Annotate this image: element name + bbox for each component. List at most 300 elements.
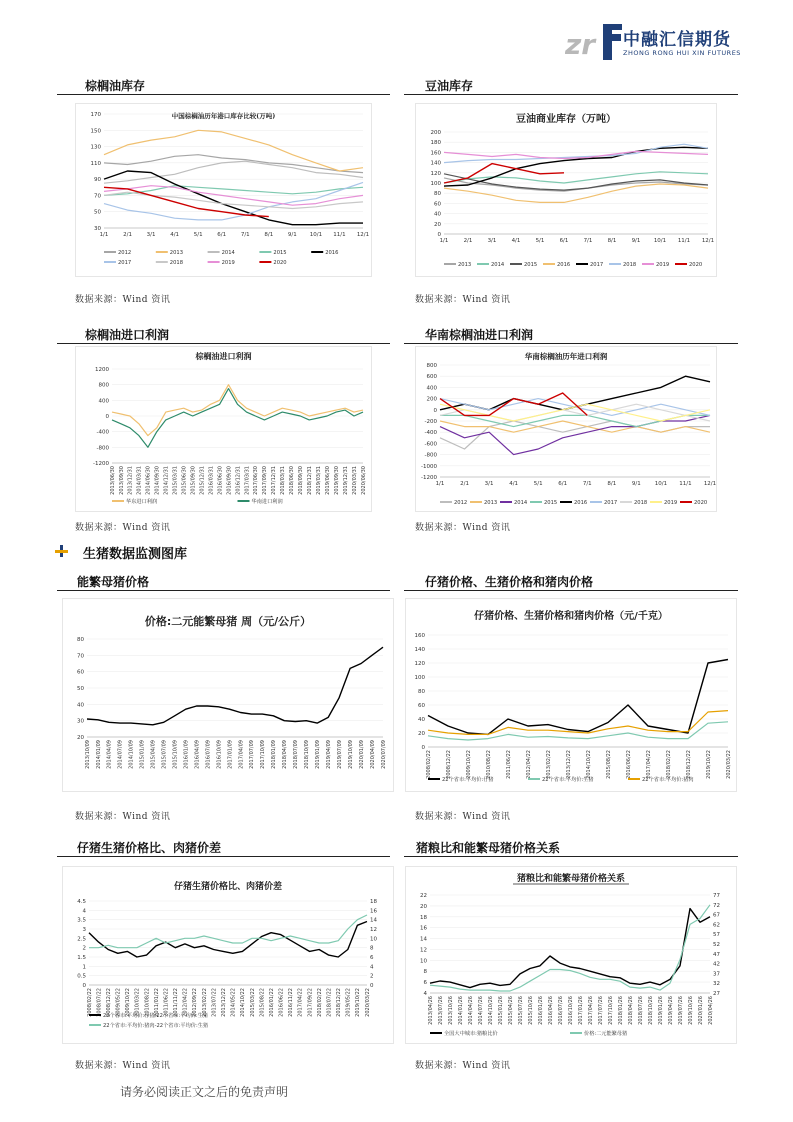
y-tick-label: 2.5 (77, 936, 86, 943)
x-tick-label: 3/1 (484, 481, 494, 487)
legend-label: 2014 (221, 250, 235, 256)
y-tick-label: 1 (82, 964, 86, 971)
x-tick-label: 2019/10/26 (687, 996, 694, 1025)
y-tick-label: 60 (77, 669, 84, 676)
x-tick-label: 2017/04/09 (238, 740, 245, 769)
chart-title: 棕榈油进口利润 (195, 352, 252, 361)
x-tick-label: 5/1 (535, 238, 545, 244)
x-tick-label: 2015/04/09 (150, 740, 157, 769)
section-title-hog-grain: 猪粮比和能繁母猪价格关系 (416, 841, 561, 855)
x-tick-label: 8/1 (607, 481, 617, 487)
x-tick-label: 2019/05/22 (345, 988, 352, 1017)
x-tick-label: 2018/03/31 (280, 466, 287, 495)
y-tick-label: 1200 (95, 367, 109, 373)
legend-label: 22个省市:平均价:猪肉 (642, 777, 694, 783)
x-tick-label: 2014/09/30 (154, 466, 161, 495)
x-tick-label: 2014/07/09 (117, 740, 124, 769)
legend-label: 2014 (491, 262, 505, 268)
x-tick-label: 2013/10/09 (84, 740, 91, 769)
legend-label: 22个省市:平均价:猪肉-22个省市:平均价:生猪 (103, 1023, 209, 1029)
y-tick-label: 400 (98, 398, 109, 405)
x-tick-label: 2016/01/22 (268, 988, 275, 1017)
x-tick-label: 2020/03/31 (351, 466, 358, 495)
x-tick-label: 2013/04/26 (427, 996, 434, 1025)
x-tick-label: 2018/07/22 (326, 988, 333, 1017)
y-tick-label: 0 (437, 232, 441, 238)
x-tick-label: 9/1 (631, 481, 641, 487)
y-tick-label: 60 (434, 201, 441, 208)
y-tick-label: 16 (420, 925, 427, 932)
x-tick-label: 2019/06/30 (324, 466, 331, 495)
y-tick-label: 400 (426, 385, 437, 392)
x-tick-label: 10/1 (653, 238, 667, 244)
y2-tick-label: 10 (370, 936, 377, 943)
x-tick-label: 2018/10/26 (647, 996, 654, 1025)
x-tick-label: 2018/04/09 (282, 740, 289, 769)
brand-name-cn: 中融汇信期货 (623, 30, 731, 50)
x-tick-label: 1/1 (439, 238, 449, 244)
x-tick-label: 2/1 (460, 481, 469, 487)
y2-tick-label: 0 (370, 983, 374, 989)
x-tick-label: 2018/12/22 (685, 750, 692, 779)
chart-panel (405, 598, 737, 792)
x-tick-label: 2013/12/22 (565, 750, 572, 779)
x-tick-label: 2014/01/09 (95, 740, 102, 769)
x-tick-label: 1/1 (435, 481, 445, 487)
x-tick-label: 2016/06/22 (278, 988, 285, 1017)
x-tick-label: 9/1 (631, 238, 641, 244)
x-tick-label: 2019/04/26 (667, 996, 674, 1025)
chart-soy-stock (416, 104, 716, 276)
y-tick-label: 140 (430, 160, 441, 167)
y2-tick-label: 32 (713, 981, 720, 988)
y-tick-label: -400 (424, 430, 437, 437)
brand-mark-icon (565, 22, 625, 62)
y-tick-label: 22 (420, 893, 427, 899)
x-tick-label: 6/1 (559, 238, 569, 244)
svg-text:zr: zr (565, 28, 596, 61)
legend-label: 22个省市:平均价:生猪 (542, 777, 594, 783)
y-tick-label: -1000 (421, 463, 437, 470)
x-tick-label: 9/1 (287, 232, 297, 238)
series-line-2018 (104, 192, 363, 208)
series-line-22个省市:平均价:仔猪 (428, 660, 728, 735)
x-tick-label: 2017/04/22 (645, 750, 652, 779)
chart-sow-price (63, 599, 393, 791)
legend-label: 2015 (273, 250, 287, 256)
divider (404, 590, 738, 591)
x-tick-label: 2018/07/26 (637, 996, 644, 1025)
x-tick-label: 2/1 (463, 238, 473, 244)
legend-label: 2016 (574, 500, 588, 506)
y-tick-label: 3 (82, 927, 86, 933)
x-tick-label: 2015/08/22 (259, 988, 266, 1017)
x-tick-label: 2017/07/09 (249, 740, 256, 769)
chart-title: 价格:二元能繁母猪 周（元/公斤） (144, 615, 312, 628)
section-title-sc-palm-profit: 华南棕榈油进口利润 (425, 328, 534, 342)
y-tick-label: 600 (426, 374, 437, 381)
x-tick-label: 2017/12/31 (271, 466, 278, 495)
y-tick-label: 40 (77, 702, 84, 709)
x-tick-label: 2008/02/22 (425, 750, 432, 779)
x-tick-label: 2014/10/09 (128, 740, 135, 769)
legend-label: 价格:二元能繁母猪 (584, 1031, 628, 1037)
x-tick-label: 4/1 (170, 232, 180, 238)
y-tick-label: -600 (424, 441, 437, 448)
legend-label: 2015 (524, 262, 538, 268)
series-line-2012 (104, 155, 363, 173)
x-tick-label: 2013/12/31 (127, 466, 134, 495)
x-tick-label: 2017/03/31 (244, 466, 251, 495)
series-line-2020 (104, 187, 269, 216)
y-tick-label: 60 (418, 703, 425, 709)
y-tick-label: 90 (94, 177, 101, 184)
x-tick-label: 2011/06/22 (505, 750, 512, 779)
x-tick-label: 2015/04/26 (507, 996, 514, 1025)
y-tick-label: 30 (94, 226, 101, 232)
x-tick-label: 2008/12/22 (105, 988, 112, 1017)
x-tick-label: 2019/12/31 (342, 466, 349, 495)
legend-label: 2020 (273, 260, 287, 266)
x-tick-label: 2009/10/22 (465, 750, 472, 779)
x-tick-label: 5/1 (193, 232, 203, 238)
x-tick-label: 2020/03/22 (725, 750, 732, 779)
x-tick-label: 2014/12/31 (163, 466, 170, 495)
x-tick-label: 2015/01/09 (139, 740, 146, 769)
x-tick-label: 2016/07/26 (557, 996, 564, 1025)
x-tick-label: 2019/04/09 (325, 740, 332, 769)
x-tick-label: 2017/09/22 (307, 988, 314, 1017)
y-tick-label: 20 (420, 903, 427, 910)
legend-label: 2013 (458, 262, 472, 268)
x-tick-label: 7/1 (240, 232, 250, 238)
chart-panel (405, 866, 737, 1044)
chart-title: 豆油商业库存（万吨） (516, 114, 616, 125)
source-note: 数据来源：Wind 资讯 (75, 1061, 171, 1071)
chart-title: 仔猪生猪价格比、肉猪价差 (173, 882, 283, 892)
x-tick-label: 2015/10/26 (527, 996, 534, 1025)
source-note: 数据来源：Wind 资讯 (415, 812, 511, 822)
y2-tick-label: 77 (713, 893, 720, 899)
x-tick-label: 2017/04/22 (297, 988, 304, 1017)
x-tick-label: 2014/03/31 (136, 466, 143, 495)
series-line-2013 (104, 130, 363, 171)
y2-tick-label: 6 (370, 955, 374, 961)
series-line-2013 (440, 421, 710, 432)
x-tick-label: 2018/07/09 (293, 740, 300, 769)
y-tick-label: 110 (90, 160, 101, 167)
y-tick-label: 140 (414, 647, 425, 653)
y-tick-label: 4.5 (77, 899, 86, 905)
y-tick-label: 0 (433, 407, 437, 414)
legend-label: 2020 (694, 500, 708, 506)
y-tick-label: 8 (423, 969, 427, 976)
y-tick-label: 18 (420, 914, 427, 921)
y-tick-label: 100 (430, 181, 441, 187)
x-tick-label: 2018/12/31 (307, 466, 314, 495)
x-tick-label: 2013/10/26 (447, 996, 454, 1025)
section-title-sow-price: 能繁母猪价格 (77, 575, 150, 589)
source-note: 数据来源：Wind 资讯 (415, 523, 511, 533)
x-tick-label: 2012/04/22 (525, 750, 532, 779)
legend-label: 2016 (557, 262, 571, 268)
y-tick-label: 10 (420, 958, 427, 965)
y-tick-label: -800 (96, 445, 109, 452)
x-tick-label: 10/1 (654, 481, 668, 487)
x-tick-label: 2017/01/26 (577, 996, 584, 1025)
chart-title: 猪粮比和能繁母猪价格关系 (516, 874, 626, 884)
x-tick-label: 2014/10/22 (585, 750, 592, 779)
chart-title: 仔猪价格、生猪价格和猪肉价格（元/千克） (474, 611, 668, 622)
x-tick-label: 1/1 (99, 232, 109, 238)
chart-title: 中国棕榈油历年港口库存比较(万吨) (171, 112, 276, 120)
y-tick-label: 0.5 (77, 973, 86, 980)
x-tick-label: 2013/02/22 (201, 988, 208, 1017)
series-line-main (87, 647, 383, 725)
y-tick-label: 80 (418, 689, 425, 695)
x-tick-label: 2019/07/09 (336, 740, 343, 769)
y2-tick-label: 16 (370, 908, 377, 915)
x-tick-label: 2011/01/22 (153, 988, 160, 1017)
y-tick-label: 50 (94, 209, 101, 216)
source-note: 数据来源：Wind 资讯 (75, 295, 171, 305)
y-tick-label: 0 (105, 414, 109, 420)
y-tick-label: 70 (94, 193, 101, 200)
x-tick-label: 2018/09/30 (298, 466, 305, 495)
y2-tick-label: 4 (370, 964, 374, 971)
y-tick-label: 800 (426, 363, 437, 369)
y-tick-label: 6 (423, 980, 427, 987)
y2-tick-label: 67 (713, 912, 720, 919)
chart-panel (62, 598, 394, 792)
y-tick-label: -400 (96, 429, 109, 436)
heading-bullet-icon (55, 544, 69, 558)
y-tick-label: 120 (430, 170, 441, 177)
x-tick-label: 2015/03/31 (172, 466, 179, 495)
chart-pig-prices (406, 599, 736, 791)
legend-label: 2019 (656, 262, 670, 268)
x-tick-label: 2017/07/26 (597, 996, 604, 1025)
x-tick-label: 2015/07/09 (161, 740, 168, 769)
series-line-价格:二元能繁母猪 (430, 905, 710, 991)
x-tick-label: 11/1 (679, 481, 692, 487)
chart-ratio-spread (63, 867, 393, 1043)
series-line-2017 (104, 182, 363, 220)
y-tick-label: 14 (420, 936, 427, 943)
section-title-soy-stock: 豆油库存 (425, 79, 474, 93)
x-tick-label: 2009/10/22 (125, 988, 132, 1017)
x-tick-label: 2008/07/22 (96, 988, 103, 1017)
x-tick-label: 2011/11/22 (173, 988, 180, 1017)
x-tick-label: 2014/10/26 (487, 996, 494, 1025)
y-tick-label: 100 (414, 675, 425, 681)
y-tick-label: 4 (82, 908, 86, 915)
y-tick-label: 160 (430, 150, 441, 157)
chart-hog-grain (406, 867, 736, 1043)
y-tick-label: 40 (418, 717, 425, 723)
x-tick-label: 3/1 (487, 238, 497, 244)
x-tick-label: 2016/06/30 (217, 466, 224, 495)
heading-pig-monitor: 生猪数据监测图库 (83, 547, 188, 562)
x-tick-label: 4/1 (511, 238, 521, 244)
x-tick-label: 2013/07/26 (437, 996, 444, 1025)
x-tick-label: 2014/06/30 (145, 466, 152, 495)
y-tick-label: -800 (424, 452, 437, 459)
y-tick-label: 200 (430, 130, 441, 136)
x-tick-label: 2020/06/30 (360, 466, 367, 495)
x-tick-label: 2010/08/22 (144, 988, 151, 1017)
x-tick-label: 2014/05/22 (230, 988, 237, 1017)
chart-panel (75, 103, 372, 277)
y2-tick-label: 8 (370, 945, 374, 952)
y-tick-label: 120 (414, 661, 425, 667)
x-tick-label: 2015/07/26 (517, 996, 524, 1025)
section-title-ratio-spread: 仔猪生猪价格比、肉猪价差 (77, 841, 222, 855)
legend-label: 2013 (484, 500, 498, 506)
chart-sc-palm-profit (416, 347, 716, 511)
y-tick-label: 30 (77, 718, 84, 725)
x-tick-label: 2016/01/09 (183, 740, 190, 769)
legend-label: 2018 (169, 260, 184, 266)
y2-tick-label: 12 (370, 927, 377, 933)
x-tick-label: 2018/12/22 (336, 988, 343, 1017)
x-tick-label: 2019/03/31 (315, 466, 322, 495)
x-tick-label: 2018/06/30 (289, 466, 296, 495)
x-tick-label: 2018/04/26 (627, 996, 634, 1025)
y-tick-label: 20 (77, 735, 84, 741)
y-tick-label: 80 (77, 637, 84, 643)
y2-tick-label: 37 (713, 971, 720, 978)
source-note: 数据来源：Wind 资讯 (415, 295, 511, 305)
x-tick-label: 3/1 (146, 232, 156, 238)
x-tick-label: 12/1 (703, 481, 716, 487)
x-tick-label: 2014/01/26 (457, 996, 464, 1025)
y2-tick-label: 14 (370, 917, 377, 924)
y2-tick-label: 42 (713, 961, 720, 968)
x-tick-label: 2020/07/09 (380, 740, 387, 769)
x-tick-label: 2009/05/22 (115, 988, 122, 1017)
chart-palm-profit (76, 347, 371, 511)
x-tick-label: 2015/09/30 (190, 466, 197, 495)
legend-label: 2019 (221, 260, 235, 266)
disclaimer-footer: 请务必阅读正文之后的免责声明 (120, 1085, 289, 1099)
x-tick-label: 2017/01/09 (227, 740, 234, 769)
x-tick-label: 2017/10/09 (260, 740, 267, 769)
y-tick-label: 160 (414, 633, 425, 639)
y-tick-label: 80 (434, 191, 441, 198)
y-tick-label: 0 (82, 983, 86, 989)
y-tick-label: 3.5 (77, 917, 86, 924)
x-tick-label: 2015/01/26 (497, 996, 504, 1025)
y2-tick-label: 18 (370, 899, 377, 905)
y2-tick-label: 27 (713, 991, 720, 997)
x-tick-label: 5/1 (533, 481, 543, 487)
legend-label: 2017 (590, 262, 604, 268)
legend-label: 2018 (623, 262, 637, 268)
x-tick-label: 2016/03/31 (208, 466, 215, 495)
x-tick-label: 2016/10/26 (567, 996, 574, 1025)
brand-logo (565, 22, 755, 62)
x-tick-label: 2013/07/22 (211, 988, 218, 1017)
series-line-22个省市:平均价:仔猪/22个省市:平均价:生猪 (89, 922, 367, 958)
divider (404, 343, 738, 344)
y-tick-label: -1200 (421, 475, 437, 481)
x-tick-label: 7/1 (583, 238, 593, 244)
x-tick-label: 4/1 (509, 481, 519, 487)
legend-label: 2013 (169, 250, 184, 256)
divider (404, 856, 738, 857)
x-tick-label: 10/1 (309, 232, 323, 238)
x-tick-label: 2016/11/22 (288, 988, 295, 1017)
x-tick-label: 12/1 (701, 238, 715, 244)
x-tick-label: 2011/06/22 (163, 988, 170, 1017)
legend-label: 2018 (634, 500, 648, 506)
source-note: 数据来源：Wind 资讯 (415, 1061, 511, 1071)
y-tick-label: 40 (434, 211, 441, 218)
x-tick-label: 2015/03/22 (249, 988, 256, 1017)
y-tick-label: 2 (82, 945, 86, 952)
x-tick-label: 2014/04/09 (106, 740, 113, 769)
y-tick-label: 12 (420, 947, 427, 954)
x-tick-label: 2018/01/26 (617, 996, 624, 1025)
x-tick-label: 2019/10/09 (347, 740, 354, 769)
source-note: 数据来源：Wind 资讯 (75, 812, 171, 822)
chart-palm-stock (76, 104, 371, 276)
y2-tick-label: 62 (713, 922, 720, 929)
x-tick-label: 2008/02/22 (86, 988, 93, 1017)
x-tick-label: 2015/08/22 (605, 750, 612, 779)
divider (57, 94, 390, 95)
x-tick-label: 2016/04/26 (547, 996, 554, 1025)
x-tick-label: 2016/06/22 (625, 750, 632, 779)
legend-label: 22个省市:平均价:仔猪/22个省市:平均价:生猪 (103, 1013, 208, 1019)
x-tick-label: 2018/10/09 (304, 740, 311, 769)
chart-panel (415, 103, 717, 277)
x-tick-label: 2017/09/30 (262, 466, 269, 495)
x-tick-label: 2012/09/22 (192, 988, 199, 1017)
x-tick-label: 6/1 (217, 232, 227, 238)
x-tick-label: 11/1 (333, 232, 346, 238)
x-tick-label: 11/1 (677, 238, 691, 244)
x-tick-label: 2016/12/31 (235, 466, 242, 495)
x-tick-label: 2019/10/22 (355, 988, 362, 1017)
x-tick-label: 2/1 (123, 232, 132, 238)
chart-title: 华南棕榈油历年进口利润 (524, 352, 608, 361)
x-tick-label: 2016/10/09 (216, 740, 223, 769)
x-tick-label: 2020/01/26 (697, 996, 704, 1025)
series-line-华东进口利润 (112, 385, 363, 436)
legend-label: 22个省市:平均价:仔猪 (442, 777, 494, 783)
y2-tick-label: 2 (370, 973, 374, 980)
x-tick-label: 2013/12/22 (221, 988, 228, 1017)
x-tick-label: 2010/08/22 (485, 750, 492, 779)
legend-label: 2014 (514, 500, 528, 506)
x-tick-label: 2012/04/22 (182, 988, 189, 1017)
x-tick-label: 8/1 (607, 238, 617, 244)
x-tick-label: 2018/01/09 (271, 740, 278, 769)
y2-tick-label: 47 (713, 951, 720, 958)
y-tick-label: 20 (418, 731, 425, 737)
y2-tick-label: 57 (713, 932, 720, 939)
x-tick-label: 2017/04/26 (587, 996, 594, 1025)
y-tick-label: 150 (90, 128, 101, 135)
x-tick-label: 2013/02/22 (545, 750, 552, 779)
y-tick-label: 4 (423, 991, 427, 997)
section-title-palm-stock: 棕榈油库存 (85, 79, 146, 93)
series-line-全国大中城市:猪粮比价 (430, 909, 710, 988)
brand-name-en: ZHONG RONG HUI XIN FUTURES (623, 49, 741, 57)
y-tick-label: 50 (77, 686, 84, 692)
